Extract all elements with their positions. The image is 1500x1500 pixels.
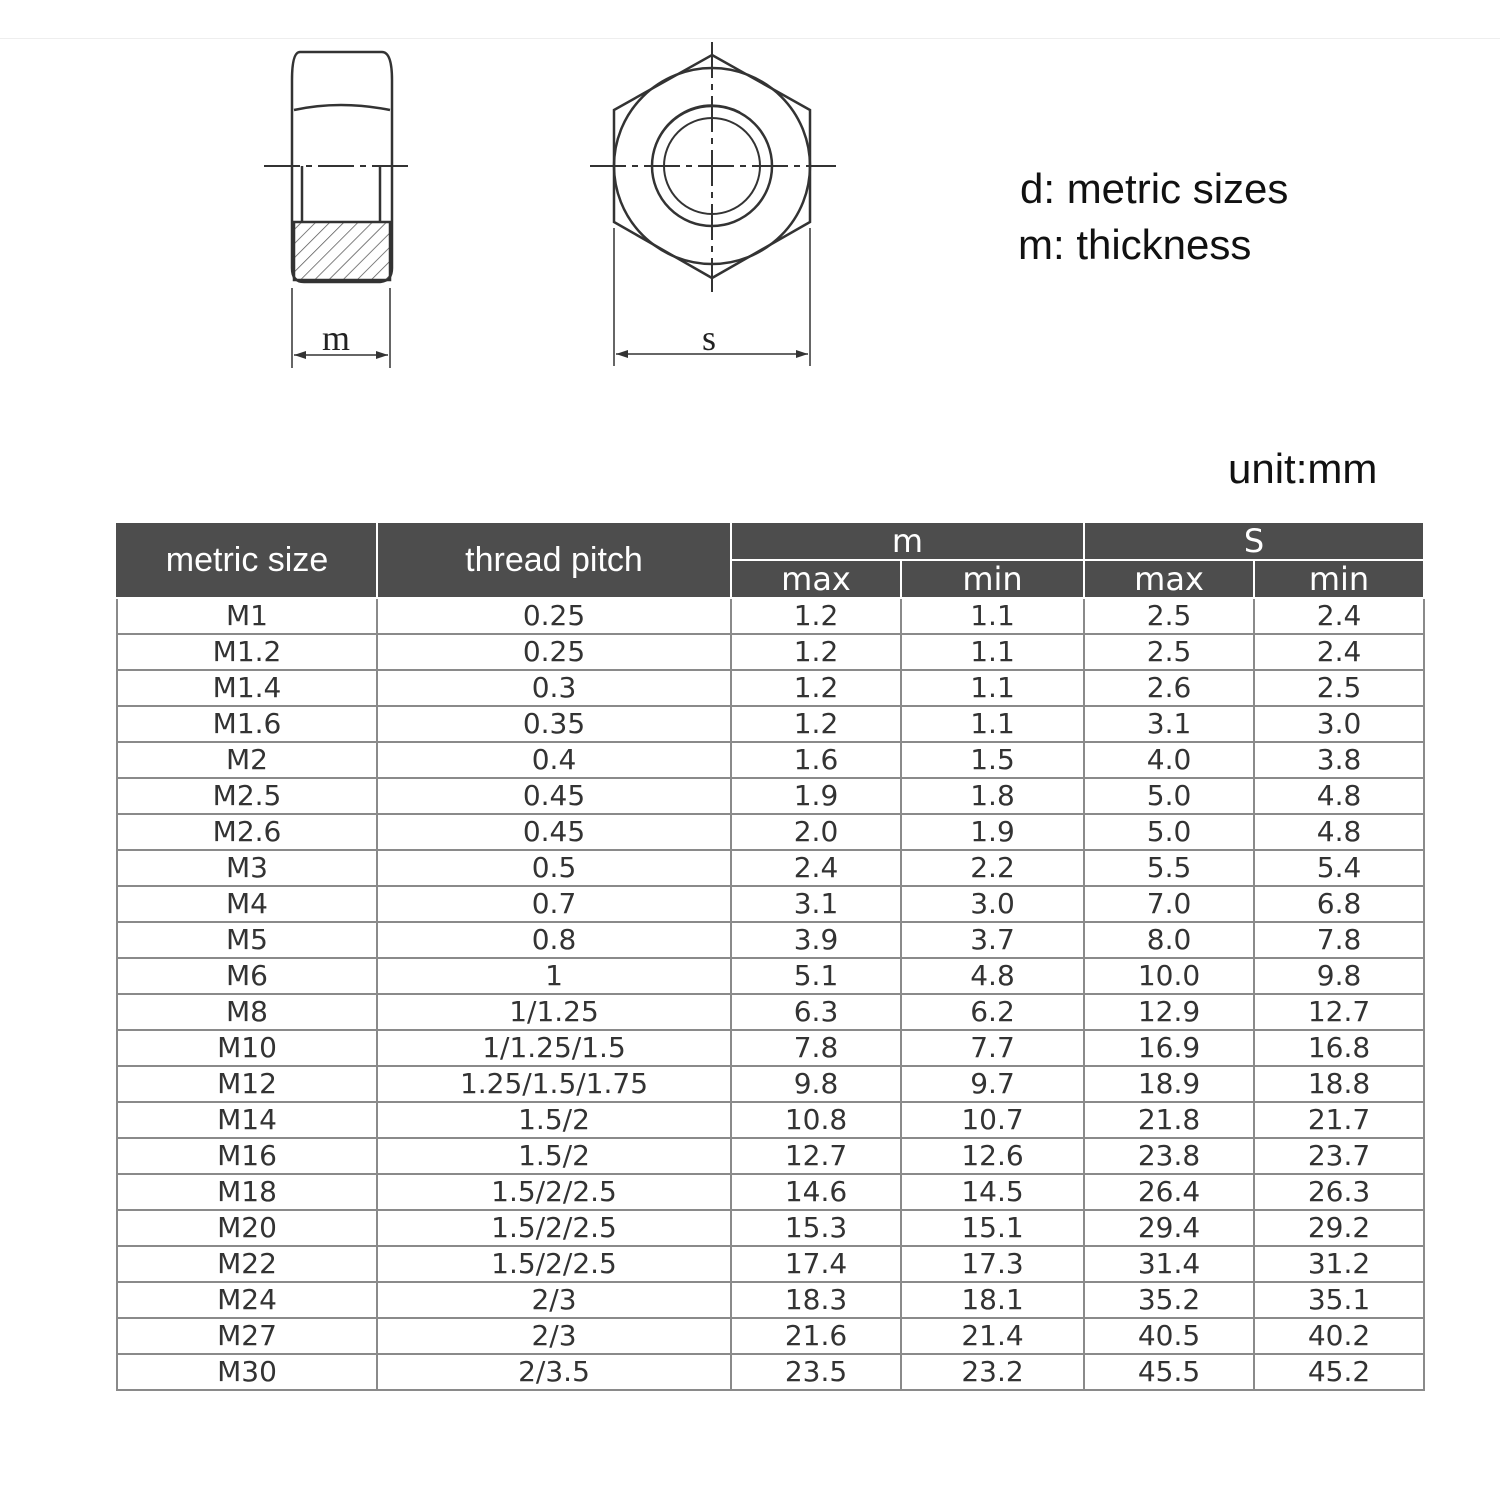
s-max-cell: 21.8 (1084, 1102, 1254, 1138)
s-min-cell: 23.7 (1254, 1138, 1424, 1174)
thread-pitch-cell: 0.35 (377, 706, 731, 742)
thread-pitch-cell: 0.25 (377, 598, 731, 634)
m-max-cell: 10.8 (731, 1102, 901, 1138)
m-min-cell: 1.5 (901, 742, 1084, 778)
m-max-cell: 14.6 (731, 1174, 901, 1210)
spec-table-body (117, 598, 1424, 1390)
m-max-cell: 9.8 (731, 1066, 901, 1102)
s-min-cell: 7.8 (1254, 922, 1424, 958)
table-row (117, 1102, 1424, 1138)
s-min-cell: 31.2 (1254, 1246, 1424, 1282)
table-row (117, 1210, 1424, 1246)
s-min-cell: 4.8 (1254, 778, 1424, 814)
header-thread-pitch: thread pitch (377, 522, 731, 598)
s-min-cell: 40.2 (1254, 1318, 1424, 1354)
metric-size-cell: M27 (117, 1318, 377, 1354)
s-max-cell: 45.5 (1084, 1354, 1254, 1390)
metric-size-cell: M12 (117, 1066, 377, 1102)
thread-pitch-cell: 0.3 (377, 670, 731, 706)
m-min-cell: 15.1 (901, 1210, 1084, 1246)
s-max-cell: 5.5 (1084, 850, 1254, 886)
table-row (117, 1282, 1424, 1318)
s-max-cell: 8.0 (1084, 922, 1254, 958)
m-max-cell: 15.3 (731, 1210, 901, 1246)
m-min-cell: 21.4 (901, 1318, 1084, 1354)
s-min-cell: 4.8 (1254, 814, 1424, 850)
m-min-cell: 1.1 (901, 634, 1084, 670)
thread-pitch-cell: 1/1.25/1.5 (377, 1030, 731, 1066)
s-max-cell: 16.9 (1084, 1030, 1254, 1066)
table-row (117, 598, 1424, 634)
table-row (117, 1030, 1424, 1066)
metric-size-cell: M24 (117, 1282, 377, 1318)
table-row (117, 742, 1424, 778)
metric-size-cell: M10 (117, 1030, 377, 1066)
m-min-cell: 3.7 (901, 922, 1084, 958)
table-row (117, 778, 1424, 814)
s-min-cell: 16.8 (1254, 1030, 1424, 1066)
s-min-cell: 29.2 (1254, 1210, 1424, 1246)
legend-thickness: m: thickness (1018, 221, 1252, 268)
table-row (117, 814, 1424, 850)
m-max-cell: 5.1 (731, 958, 901, 994)
s-max-cell: 3.1 (1084, 706, 1254, 742)
m-max-cell: 18.3 (731, 1282, 901, 1318)
thread-pitch-cell: 1.25/1.5/1.75 (377, 1066, 731, 1102)
s-min-cell: 6.8 (1254, 886, 1424, 922)
metric-size-cell: M2.5 (117, 778, 377, 814)
s-min-cell: 3.0 (1254, 706, 1424, 742)
m-max-cell: 1.2 (731, 706, 901, 742)
s-min-cell: 2.4 (1254, 634, 1424, 670)
s-min-cell: 5.4 (1254, 850, 1424, 886)
s-max-cell: 31.4 (1084, 1246, 1254, 1282)
m-min-cell: 1.1 (901, 598, 1084, 634)
thread-pitch-cell: 2/3.5 (377, 1354, 731, 1390)
metric-size-cell: M18 (117, 1174, 377, 1210)
s-max-cell: 12.9 (1084, 994, 1254, 1030)
s-max-cell: 2.5 (1084, 634, 1254, 670)
metric-size-cell: M22 (117, 1246, 377, 1282)
metric-size-cell: M2.6 (117, 814, 377, 850)
m-max-cell: 7.8 (731, 1030, 901, 1066)
s-min-cell: 2.4 (1254, 598, 1424, 634)
width-dimension-label: s (702, 318, 717, 358)
m-max-cell: 2.0 (731, 814, 901, 850)
s-max-cell: 5.0 (1084, 778, 1254, 814)
table-row (117, 706, 1424, 742)
m-min-cell: 1.9 (901, 814, 1084, 850)
header-metric-size: metric size (117, 522, 377, 598)
m-min-cell: 4.8 (901, 958, 1084, 994)
m-min-cell: 17.3 (901, 1246, 1084, 1282)
s-max-cell: 2.5 (1084, 598, 1254, 634)
s-max-cell: 18.9 (1084, 1066, 1254, 1102)
s-min-cell: 3.8 (1254, 742, 1424, 778)
header-s-min: min (1254, 560, 1424, 598)
s-min-cell: 18.8 (1254, 1066, 1424, 1102)
metric-size-cell: M3 (117, 850, 377, 886)
s-min-cell: 9.8 (1254, 958, 1424, 994)
thread-pitch-cell: 2/3 (377, 1282, 731, 1318)
metric-size-cell: M1 (117, 598, 377, 634)
s-min-cell: 45.2 (1254, 1354, 1424, 1390)
metric-size-cell: M1.2 (117, 634, 377, 670)
thread-pitch-cell: 1.5/2/2.5 (377, 1210, 731, 1246)
metric-size-cell: M5 (117, 922, 377, 958)
s-min-cell: 2.5 (1254, 670, 1424, 706)
m-min-cell: 2.2 (901, 850, 1084, 886)
m-max-cell: 1.9 (731, 778, 901, 814)
thread-pitch-cell: 0.45 (377, 814, 731, 850)
thread-pitch-cell: 0.25 (377, 634, 731, 670)
metric-size-cell: M2 (117, 742, 377, 778)
s-max-cell: 40.5 (1084, 1318, 1254, 1354)
table-row (117, 670, 1424, 706)
s-max-cell: 7.0 (1084, 886, 1254, 922)
metric-size-cell: M1.6 (117, 706, 377, 742)
table-row (117, 1174, 1424, 1210)
nut-spec-table (116, 521, 1425, 1391)
s-max-cell: 5.0 (1084, 814, 1254, 850)
m-min-cell: 3.0 (901, 886, 1084, 922)
m-max-cell: 1.6 (731, 742, 901, 778)
m-min-cell: 1.1 (901, 706, 1084, 742)
m-max-cell: 21.6 (731, 1318, 901, 1354)
table-row (117, 922, 1424, 958)
table-row (117, 634, 1424, 670)
header-m-min: min (901, 560, 1084, 598)
thread-pitch-cell: 2/3 (377, 1318, 731, 1354)
m-min-cell: 7.7 (901, 1030, 1084, 1066)
m-min-cell: 12.6 (901, 1138, 1084, 1174)
metric-size-cell: M1.4 (117, 670, 377, 706)
thread-pitch-cell: 1.5/2/2.5 (377, 1174, 731, 1210)
s-max-cell: 35.2 (1084, 1282, 1254, 1318)
thread-pitch-cell: 1.5/2 (377, 1102, 731, 1138)
thread-pitch-cell: 1.5/2/2.5 (377, 1246, 731, 1282)
s-max-cell: 4.0 (1084, 742, 1254, 778)
m-max-cell: 1.2 (731, 634, 901, 670)
header-group-m: m (731, 522, 1084, 560)
header-s-max: max (1084, 560, 1254, 598)
thread-pitch-cell: 0.45 (377, 778, 731, 814)
s-min-cell: 26.3 (1254, 1174, 1424, 1210)
s-max-cell: 29.4 (1084, 1210, 1254, 1246)
m-min-cell: 1.1 (901, 670, 1084, 706)
header-m-max: max (731, 560, 901, 598)
s-min-cell: 21.7 (1254, 1102, 1424, 1138)
thread-pitch-cell: 0.8 (377, 922, 731, 958)
thread-pitch-cell: 1.5/2 (377, 1138, 731, 1174)
m-min-cell: 10.7 (901, 1102, 1084, 1138)
thread-pitch-cell: 0.4 (377, 742, 731, 778)
m-max-cell: 1.2 (731, 598, 901, 634)
metric-size-cell: M20 (117, 1210, 377, 1246)
table-row (117, 1066, 1424, 1102)
unit-label: unit:mm (1228, 445, 1378, 492)
s-min-cell: 12.7 (1254, 994, 1424, 1030)
m-max-cell: 23.5 (731, 1354, 901, 1390)
table-row (117, 1318, 1424, 1354)
metric-size-cell: M4 (117, 886, 377, 922)
m-max-cell: 12.7 (731, 1138, 901, 1174)
thread-pitch-cell: 1 (377, 958, 731, 994)
m-min-cell: 6.2 (901, 994, 1084, 1030)
header-group-s: S (1084, 522, 1424, 560)
m-max-cell: 3.1 (731, 886, 901, 922)
m-max-cell: 6.3 (731, 994, 901, 1030)
thread-pitch-cell: 0.7 (377, 886, 731, 922)
m-max-cell: 2.4 (731, 850, 901, 886)
thread-pitch-cell: 1/1.25 (377, 994, 731, 1030)
s-max-cell: 26.4 (1084, 1174, 1254, 1210)
table-row (117, 958, 1424, 994)
metric-size-cell: M16 (117, 1138, 377, 1174)
thickness-dimension-label: m (322, 318, 351, 358)
m-min-cell: 18.1 (901, 1282, 1084, 1318)
m-max-cell: 17.4 (731, 1246, 901, 1282)
table-row (117, 850, 1424, 886)
s-max-cell: 2.6 (1084, 670, 1254, 706)
metric-size-cell: M8 (117, 994, 377, 1030)
m-max-cell: 3.9 (731, 922, 901, 958)
m-min-cell: 1.8 (901, 778, 1084, 814)
m-max-cell: 1.2 (731, 670, 901, 706)
m-min-cell: 23.2 (901, 1354, 1084, 1390)
s-min-cell: 35.1 (1254, 1282, 1424, 1318)
thread-pitch-cell: 0.5 (377, 850, 731, 886)
table-row (117, 994, 1424, 1030)
table-row (117, 1354, 1424, 1390)
metric-size-cell: M14 (117, 1102, 377, 1138)
legend-metric-sizes: d: metric sizes (1020, 165, 1289, 212)
m-min-cell: 14.5 (901, 1174, 1084, 1210)
s-max-cell: 23.8 (1084, 1138, 1254, 1174)
metric-size-cell: M6 (117, 958, 377, 994)
table-row (117, 1138, 1424, 1174)
table-row (117, 886, 1424, 922)
metric-size-cell: M30 (117, 1354, 377, 1390)
table-row (117, 1246, 1424, 1282)
m-min-cell: 9.7 (901, 1066, 1084, 1102)
s-max-cell: 10.0 (1084, 958, 1254, 994)
